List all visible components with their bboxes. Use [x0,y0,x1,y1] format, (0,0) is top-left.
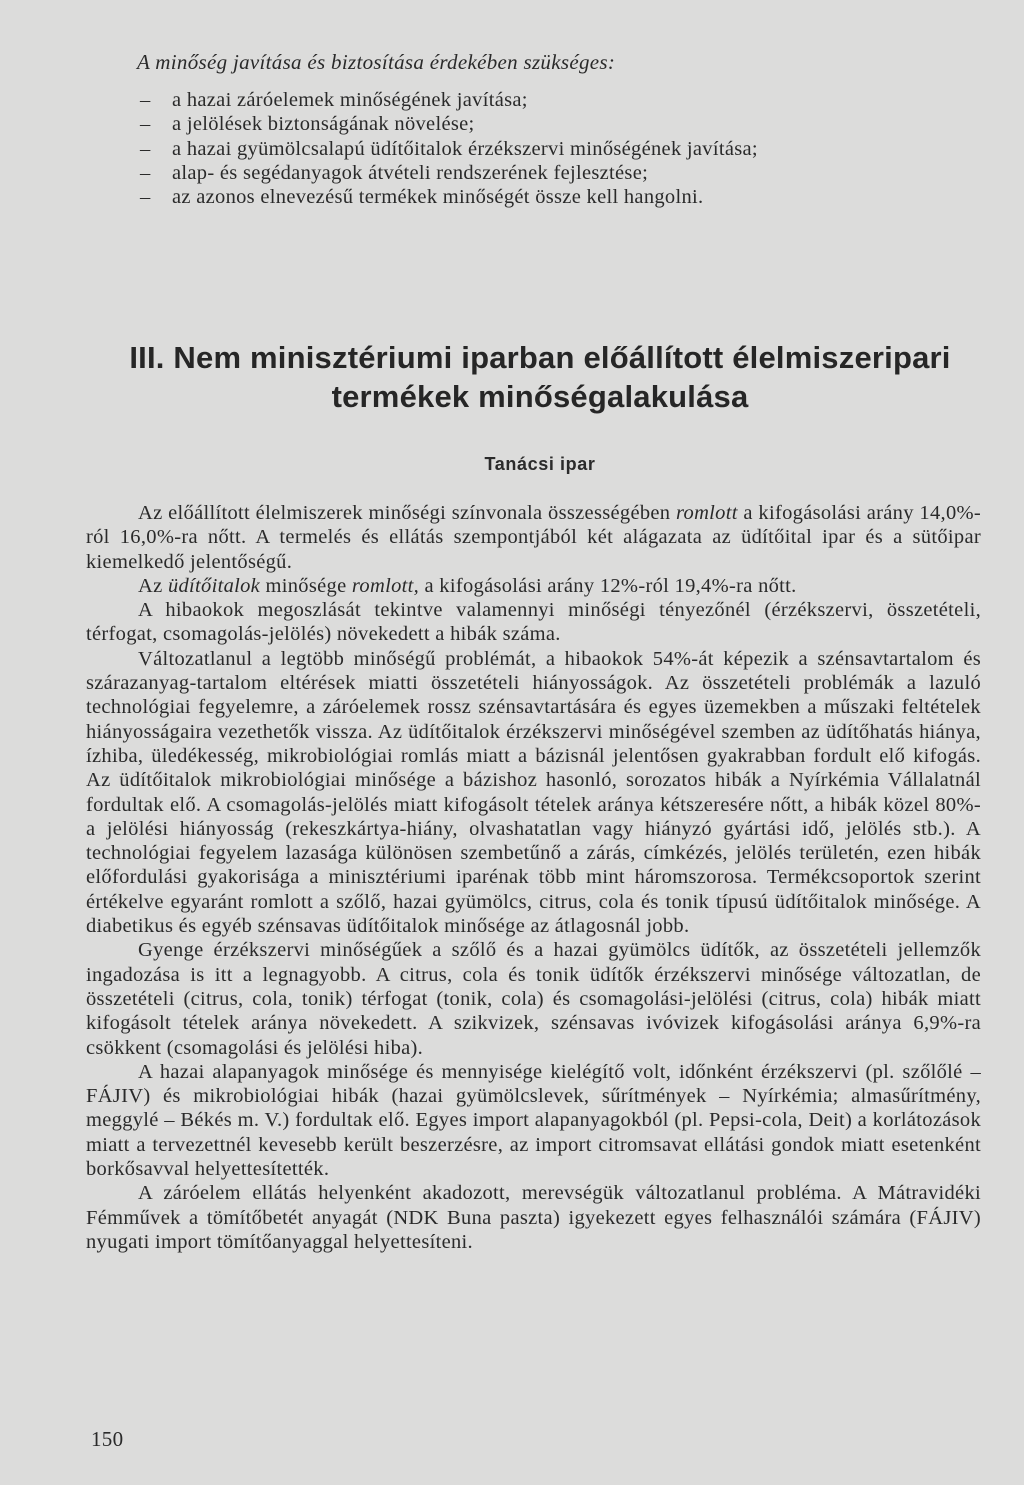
list-item-text: a hazai gyümölcsalapú üdítőitalok érzékszervi minőségének javítása; [172,137,758,160]
text-run: a kifogásolási arány 14,0%-ról 16,0%-ra nőtt. A termelés és ellátás szempontjából két alágazata az üdítőital ipar és a sütőipar kiemelkedő jelentőségű. [86,502,981,573]
paragraph: A hazai alapanyagok minősége és mennyisége kielégítő volt, időnként érzékszervi (pl. szőlőlé – FÁJIV) és mikrobiológiai hibák (hazai gyümölcslevek, sűrítmények – Nyírkémia; almasűrítmény, meggylé – Békés m. V.) fordultak elő. Egyes import alapanyagokból (pl. Pepsi-cola, Deit) a korlátozások miatt a tervezettnél kevesebb került beszerzésre, az import citromsavat ellátási gondok miatt esetenként borkősavval helyettesítették. [86,1060,981,1181]
page-number: 150 [91,1427,124,1451]
dash-marker: – [140,89,151,111]
text-run: Az [138,574,168,597]
list-item-text: a hazai záróelemek minőségének javítása; [172,89,528,111]
emphasis: üdítőitalok [167,574,261,597]
text-run: a kifogásolási arány 12%-ról 19,4%-ra nőtt. [419,574,797,597]
list-item [140,185,758,209]
paragraph [86,501,981,574]
dash-marker: – [140,186,151,209]
dash-marker: – [140,137,151,160]
list-item [140,112,758,136]
intro-heading: A minőség javítása és biztosítása érdekében szükséges: [137,50,616,74]
paragraph: Gyenge érzékszervi minőségűek a szőlő és a hazai gyümölcs üdítők, az összetételi jellemzők ingadozása is itt a legnagyobb. A citrus, cola és tonik üdítők érzékszervi minősége változatlan, de összetételi (citrus, cola, tonik) térfogat (tonik, cola) és csomagolási-jelölési (citrus, cola) hibák miatt kifogásolt tételek aránya növekedett. A szikvizek, szénsavas ivóvizek kifogásolási aránya 6,9%-ra csökkent (csomagolási és jelölési hiba). [86,939,981,1059]
emphasis: romlott, [351,574,420,597]
list-item [140,88,758,112]
paragraph: A hibaokok megoszlását tekintve valamennyi minőségi tényezőnél (érzékszervi, összetételi, térfogat, csomagolás-jelölés) növekedett a hibák száma. [86,599,981,646]
dash-marker: – [140,161,151,184]
text-run: minősége [260,574,352,597]
text-run: Az előállított élelmiszerek minőségi színvonala összességében [138,502,676,524]
section-title [100,338,980,416]
section-title-line-2: termékek minőségalakulása [331,379,749,414]
paragraph: A záróelem ellátás helyenként akadozott, merevségük változatlanul probléma. A Mátravidéki Fémművek a tömítőbetét anyagát (NDK Buna paszta) igyekezett egyes felhasználói számára (FÁJIV) nyugati import tömítőanyaggal helyettesíteni. [86,1182,981,1253]
emphasis: romlott [676,502,738,524]
list-item-text: az azonos elnevezésű termékek minőségét össze kell hangolni. [172,186,704,209]
body-text [86,501,981,1254]
subsection-title: Tanácsi ipar [484,454,596,474]
paragraph [86,574,981,598]
requirements-list [140,88,758,209]
list-item [140,137,758,161]
section-title-line-1: III. Nem minisztériumi iparban előállított élelmiszeripari [129,340,951,375]
paragraph: Változatlanul a legtöbb minőségű problémát, a hibaokok 54%-át képezik a szénsavtartalom és szárazanyag-tartalom eltérések miatti összetételi hiányosságok. Az összetételi problémák a lazuló technológiai fegyelemre, a záróelemek rossz szénsavtartására és egyes üzemekben a műszaki feltételek hiányosságaira vezethetők vissza. Az üdítőitalok érzékszervi minőségével szemben az üdítőhatás hiánya, ízhiba, üledékesség, mikrobiológiai romlás miatt a bázisnál jelentősen gyakrabban fordult elő kifogás. Az üdítőitalok mikrobiológiai minősége a bázishoz hasonló, sorozatos hibák a Nyírkémia Vállalatnál fordultak elő. A csomagolás-jelölés miatt kifogásolt tételek aránya kétszeresére nőtt, a hibák közel 80%-a jelölési hiányosság (rekeszkártya-hiány, olvashatatlan vagy hiányzó gyártási idő, jelölés stb.). A technológiai fegyelem lazasága különösen szembetűnő a zárás, címkézés, jelölés területén, ezen hibák előfordulási gyakorisága a minisztériumi iparénak több mint háromszorosa. Termékcsoportok szerint értékelve egyaránt romlott a szőlő, hazai gyümölcs, citrus, cola és tonik típusú üdítőitalok minősége. A diabetikus és egyéb szénsavas üdítőitalok minősége az átlagosnál jobb. [86,647,981,938]
list-item [140,161,758,185]
list-item-text: a jelölések biztonságának növelése; [172,113,475,136]
dash-marker: – [140,113,151,136]
list-item-text: alap- és segédanyagok átvételi rendszerének fejlesztése; [172,161,649,184]
